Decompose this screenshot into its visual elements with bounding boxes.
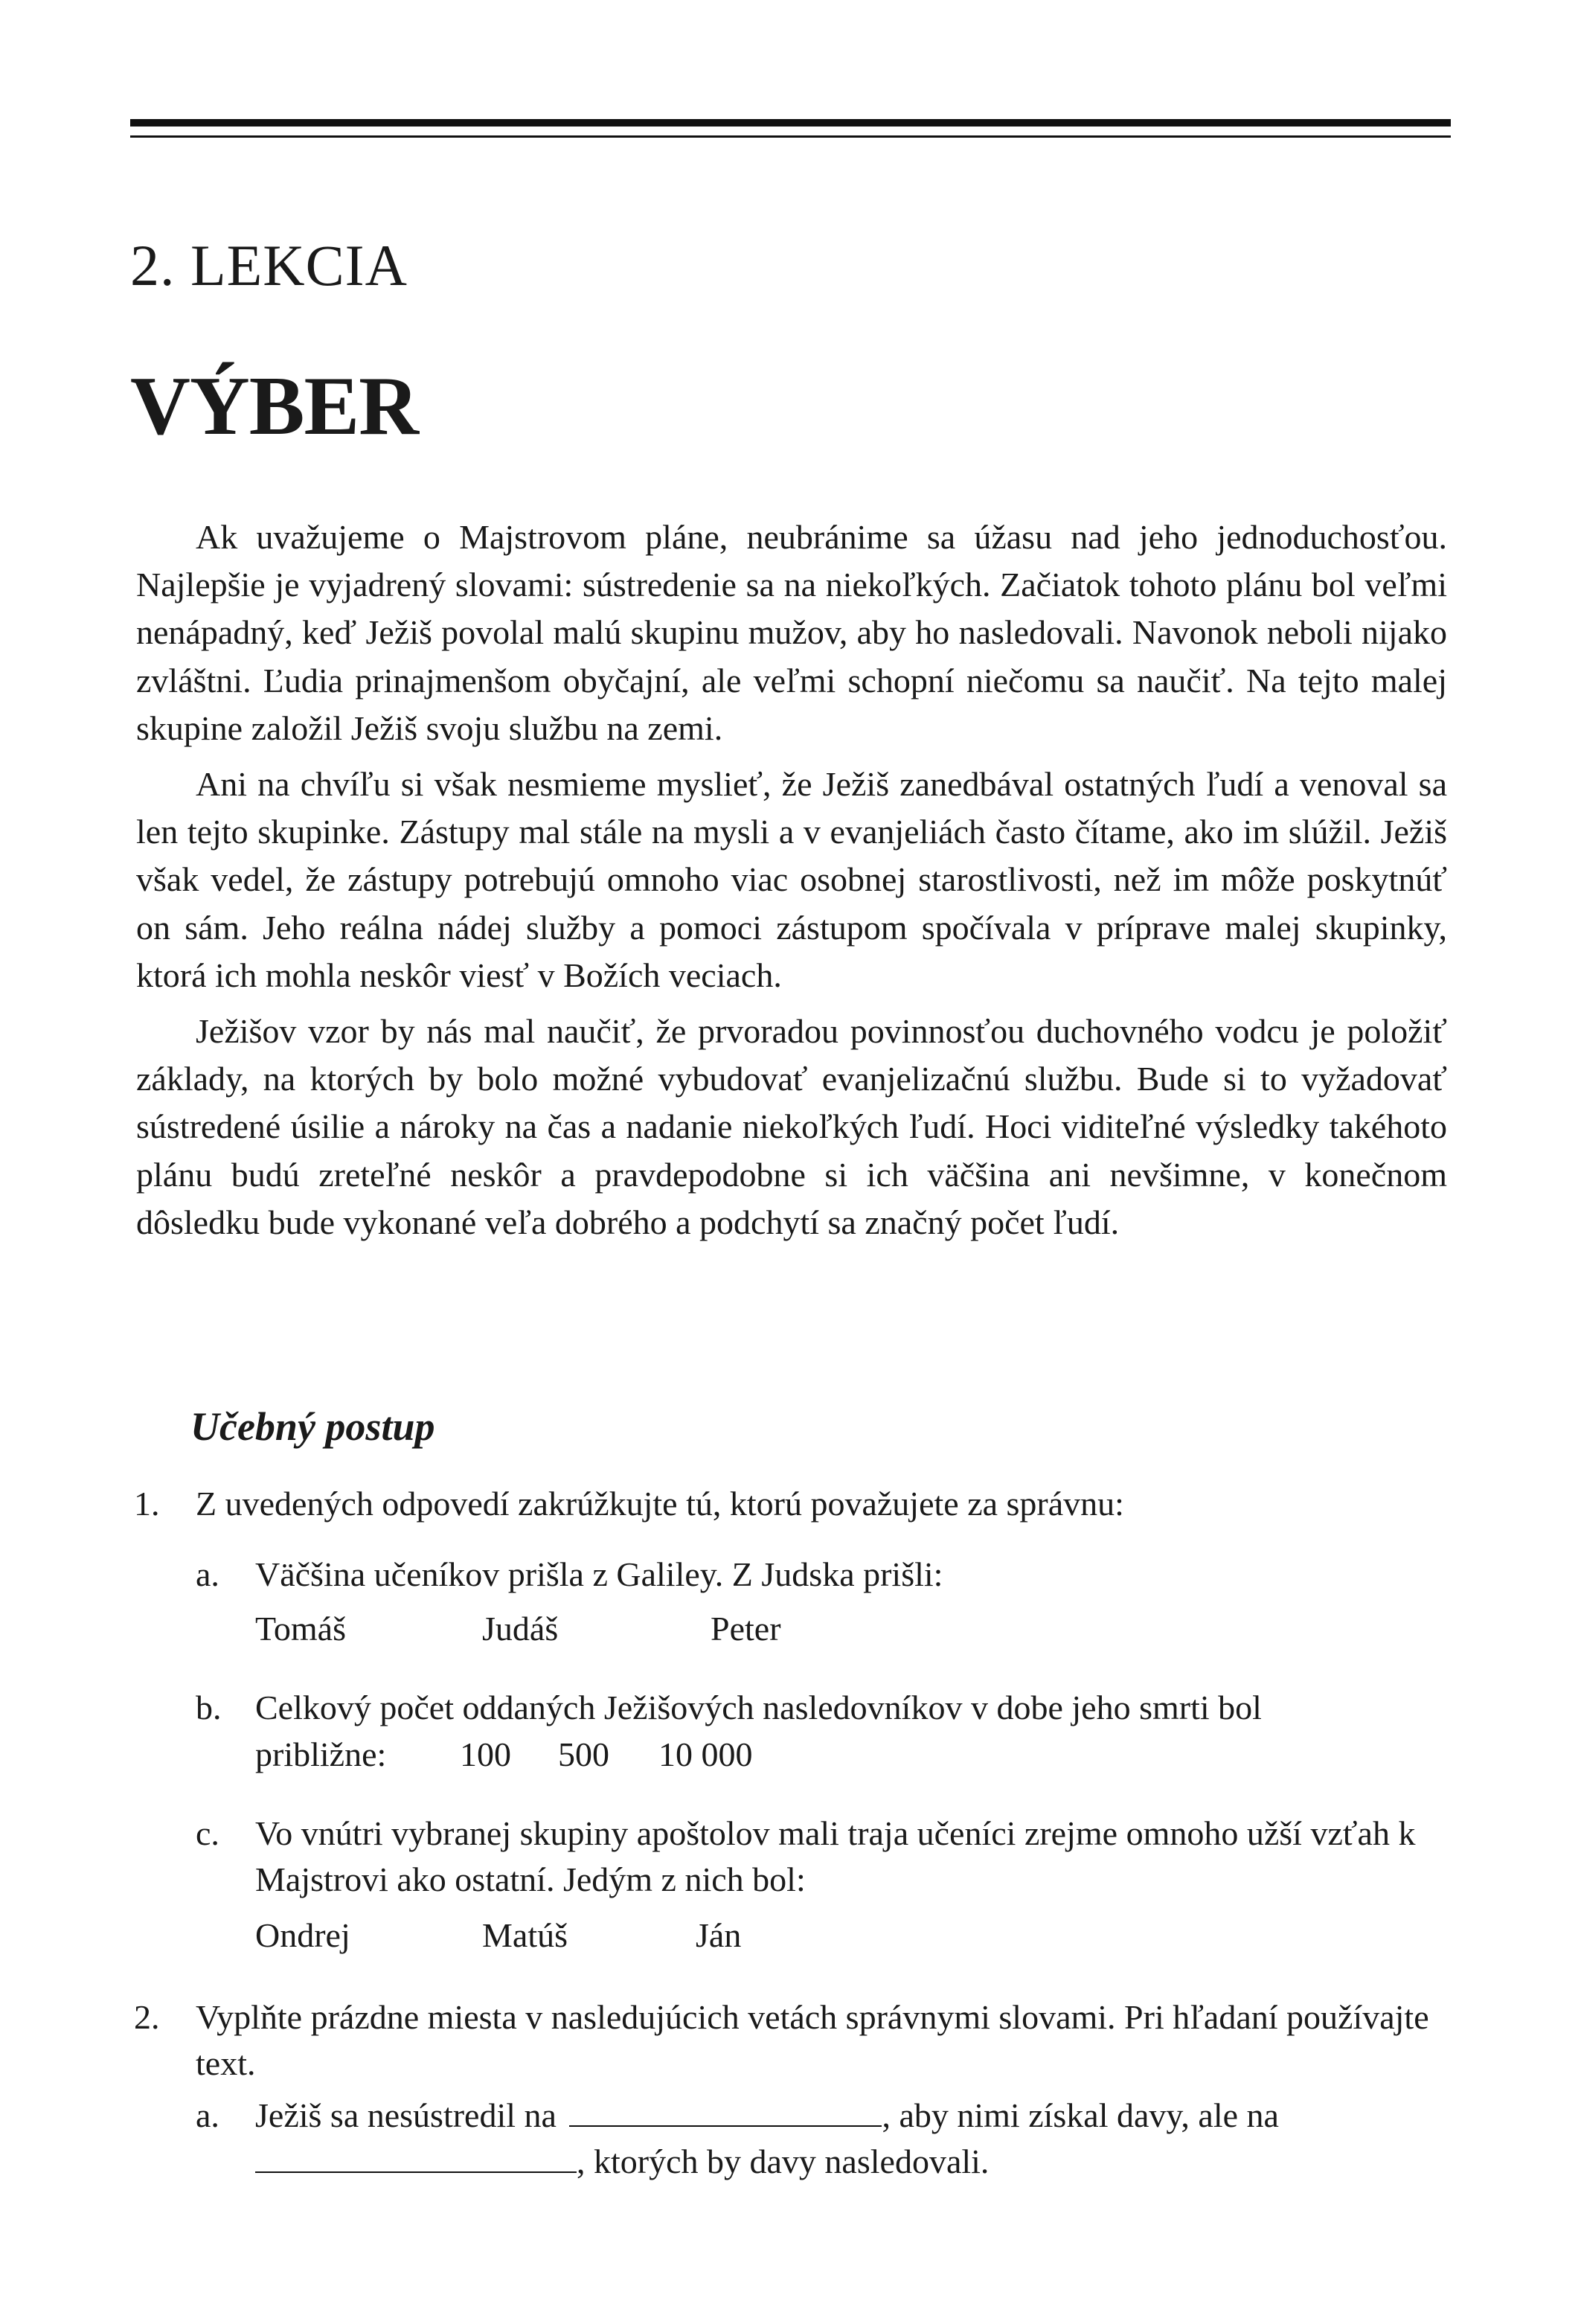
blank-field-2[interactable]: [255, 2140, 577, 2173]
exercise-1b: [0, 1685, 1581, 1731]
exercise-1a-letter: a.: [196, 1555, 219, 1593]
option-tomas[interactable]: Tomáš: [255, 1610, 346, 1648]
option-10000[interactable]: 10 000: [658, 1735, 753, 1773]
exercise-1b-letter: b.: [196, 1688, 222, 1726]
option-peter[interactable]: Peter: [711, 1610, 781, 1648]
exercise-1c-letter: c.: [196, 1814, 219, 1852]
section-title: Učebný postup: [190, 1404, 435, 1449]
exercise-1a-text: Väčšina učeníkov prišla z Galiley. Z Judska prišli:: [255, 1555, 943, 1593]
intro-paragraph-2: Ani na chvíľu si však nesmieme myslieť, že Ježiš zanedbával ostatných ľudí a venoval sa len tejto skupinke. Zástupy mal stále na mysli a v evanjeliách často čítame, ako im slúžil. Ježiš však vedel, že zástupy potrebujú omnoho viac osobnej starostlivosti, než im môže poskytnúť on sám. Jeho reálna nádej služby a pomoci zástupom spočívala v príprave malej skupinky, ktorá ich mohla neskôr viesť v Božích veciach.: [136, 765, 1447, 994]
exercise-1a-options: [0, 1606, 1581, 1652]
blank-field-1[interactable]: [569, 2094, 882, 2127]
exercise-2a-letter: a.: [196, 2096, 219, 2134]
exercise-2-number: 2.: [134, 1998, 160, 2036]
exercise-2a-line-1: [255, 2093, 1279, 2139]
option-judas[interactable]: Judáš: [482, 1610, 559, 1648]
exercise-1c: [0, 1811, 1581, 1903]
intro-paragraph-3: Ježišov vzor by nás mal naučiť, že prvoradou povinnosťou duchovného vodcu je položiť základy, na ktorých by bolo možné vybudovať evanjelizačnú službu. Bude si to vyžadovať sústredené úsilie a nároky na čas a nadanie niekoľkých ľudí. Hoci viditeľné výsledky takéhoto plánu budú zreteľné neskôr a pravdepodobne si ich väčšina ani nevšimne, v konečnom dôsledku bude vykonané veľa dobrého a podchytí sa značný počet ľudí.: [136, 1012, 1447, 1241]
header-rule-thick: [130, 119, 1451, 127]
intro-text: [136, 513, 1447, 1255]
page-title: VÝBER: [130, 360, 419, 452]
exercise-2a: [0, 2093, 1581, 2139]
exercise-1b-text-2: približne:: [255, 1735, 387, 1773]
exercise-2a-part-1: Ježiš sa nesústredil na: [255, 2096, 557, 2134]
exercise-1c-text: Vo vnútri vybranej skupiny apoštolov mali traja učeníci zrejme omnoho užší vzťah k Majstrovi ako ostatní. Jedým z nich bol:: [255, 1814, 1416, 1898]
lesson-label: 2. LEKCIA: [130, 233, 408, 298]
exercise-1-number: 1.: [134, 1485, 160, 1523]
intro-paragraph-1: Ak uvažujeme o Majstrovom pláne, neubránime sa úžasu nad jeho jednoduchosťou. Najlepšie je vyjadrený slovami: sústredenie sa na niekoľkých. Začiatok tohoto plánu bol veľmi nenápadný, keď Ježiš povolal malú skupinu mužov, aby ho nasledovali. Navonok neboli nijako zvláštni. Ľudia prinajmenšom obyčajní, ale veľmi schopní niečomu sa naučiť. Na tejto malej skupine založil Ježiš svoju službu na zemi.: [136, 518, 1447, 747]
option-jan[interactable]: Ján: [696, 1916, 742, 1954]
exercise-2a-part-3: , ktorých by davy nasledovali.: [577, 2142, 990, 2180]
option-matus[interactable]: Matúš: [482, 1916, 568, 1954]
exercise-1b-text: Celkový počet oddaných Ježišových nasledovníkov v dobe jeho smrti bol: [255, 1688, 1262, 1726]
exercise-2a-continued: [0, 2139, 1581, 2185]
exercise-1a: [0, 1552, 1581, 1598]
exercise-2a-part-2: , aby nimi získal davy, ale na: [882, 2096, 1279, 2134]
exercise-2: [0, 1994, 1581, 2087]
exercise-1b-options: [0, 1732, 1581, 1778]
option-500[interactable]: 500: [558, 1735, 609, 1773]
exercise-2a-line-2: [255, 2139, 989, 2185]
exercise-1c-options: [0, 1912, 1581, 1959]
exercise-1-text: Z uvedených odpovedí zakrúžkujte tú, ktorú považujete za správnu:: [196, 1485, 1124, 1523]
header-rule-thin: [130, 135, 1451, 138]
exercise-1: [0, 1481, 1581, 1527]
option-100[interactable]: 100: [460, 1735, 511, 1773]
option-ondrej[interactable]: Ondrej: [255, 1916, 350, 1954]
exercise-2-text: Vyplňte prázdne miesta v nasledujúcich vetách správnymi slovami. Pri hľadaní používajte text.: [196, 1998, 1429, 2082]
